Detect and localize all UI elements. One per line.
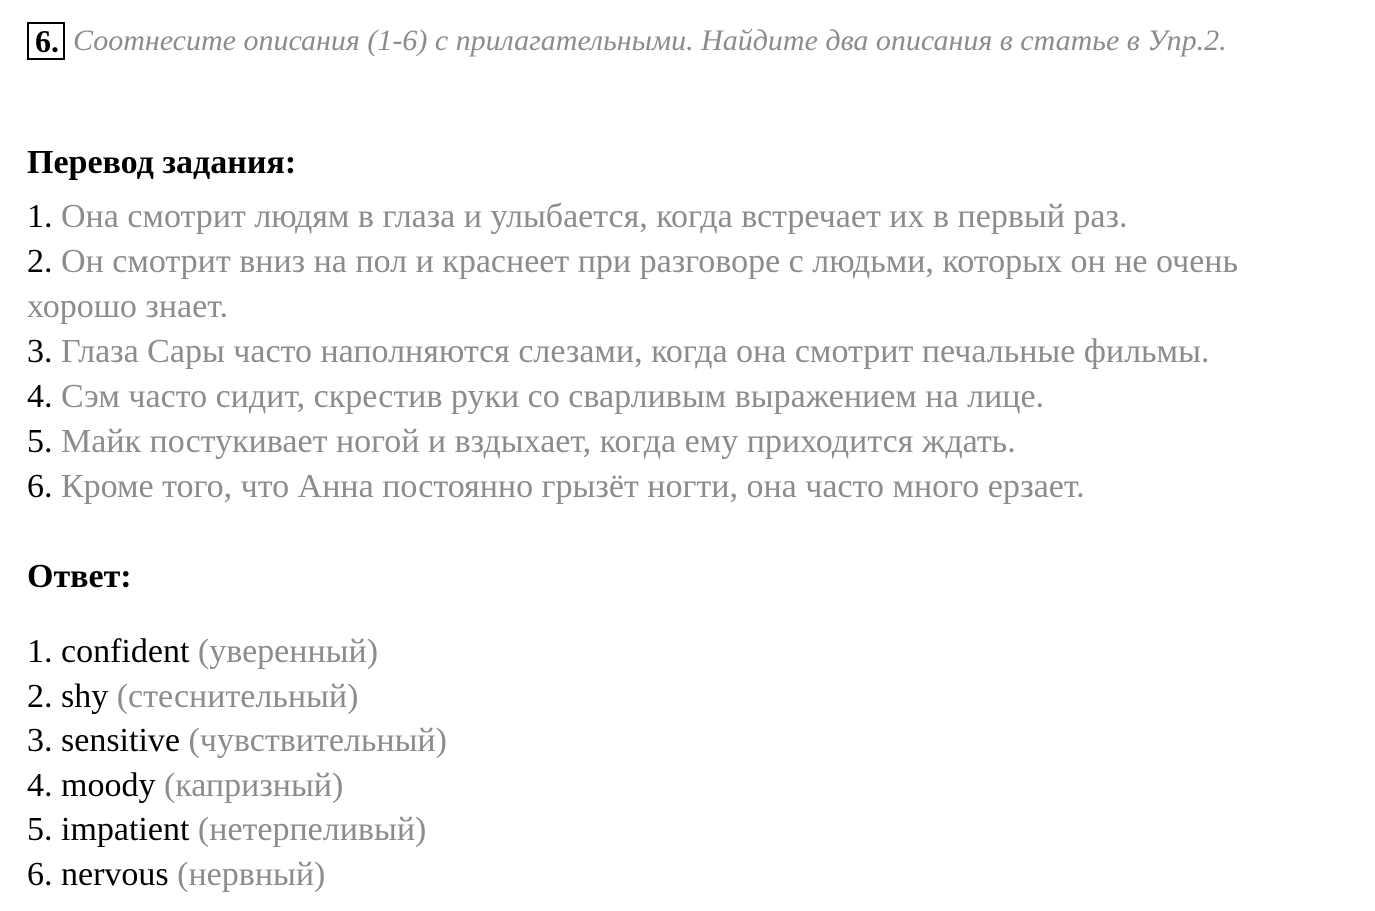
task-header (27, 20, 1327, 62)
answer-word: moody (61, 766, 156, 804)
answer-word: confident (61, 633, 190, 670)
translation-item: 4. Сэм часто сидит, скрестив руки со сварливым выражением на лице. (27, 378, 1045, 415)
translation-item: 3. Глаза Сары часто наполняются слезами, когда она смотрит печальные фильмы. (27, 333, 1210, 370)
answer-word: shy (61, 677, 109, 715)
task-number: 6. (27, 22, 65, 60)
answer-translation: (нервный) (177, 855, 326, 893)
answer-translation: (нетерпеливый) (197, 811, 427, 849)
translation-item: 6. Кроме того, что Анна постоянно грызёт ногти, она часто много ерзает. (27, 468, 1085, 505)
answer-item: 2. shy (стеснительный) (27, 677, 359, 715)
answer-item: 3. sensitive (чувствительный) (27, 722, 447, 760)
answer-word: sensitive (61, 722, 180, 760)
answer-translation: (стеснительный) (116, 677, 359, 715)
answer-list (27, 630, 447, 898)
translation-title: Перевод задания: (27, 144, 297, 181)
answer-word: impatient (61, 811, 190, 849)
answer-title: Ответ: (27, 558, 132, 595)
task-instruction: Соотнесите описания (1-6) с прилагательными. Найдите два описания в статье в Упр.2. (73, 24, 1227, 57)
answer-translation: (чувствительный) (188, 722, 447, 760)
translation-item: 5. Майк постукивает ногой и вздыхает, когда ему приходится ждать. (27, 423, 1016, 460)
answer-translation: (капризный) (163, 766, 344, 804)
translation-item: 2. Он смотрит вниз на пол и краснеет при разговоре с людьми, которых он не очень хорошо знает. (27, 243, 1239, 325)
translation-item: 1. Она смотрит людям в глаза и улыбается, когда встречает их в первый раз. (27, 198, 1128, 235)
answer-item: 5. impatient (нетерпеливый) (27, 811, 427, 849)
answer-word: nervous (61, 855, 169, 893)
answer-translation: (уверенный) (197, 633, 379, 670)
answer-item: 6. nervous (нервный) (27, 855, 326, 893)
answer-item: 4. moody (капризный) (27, 766, 344, 804)
translation-list (27, 194, 1337, 509)
answer-item: 1. confident (уверенный) (27, 633, 379, 670)
